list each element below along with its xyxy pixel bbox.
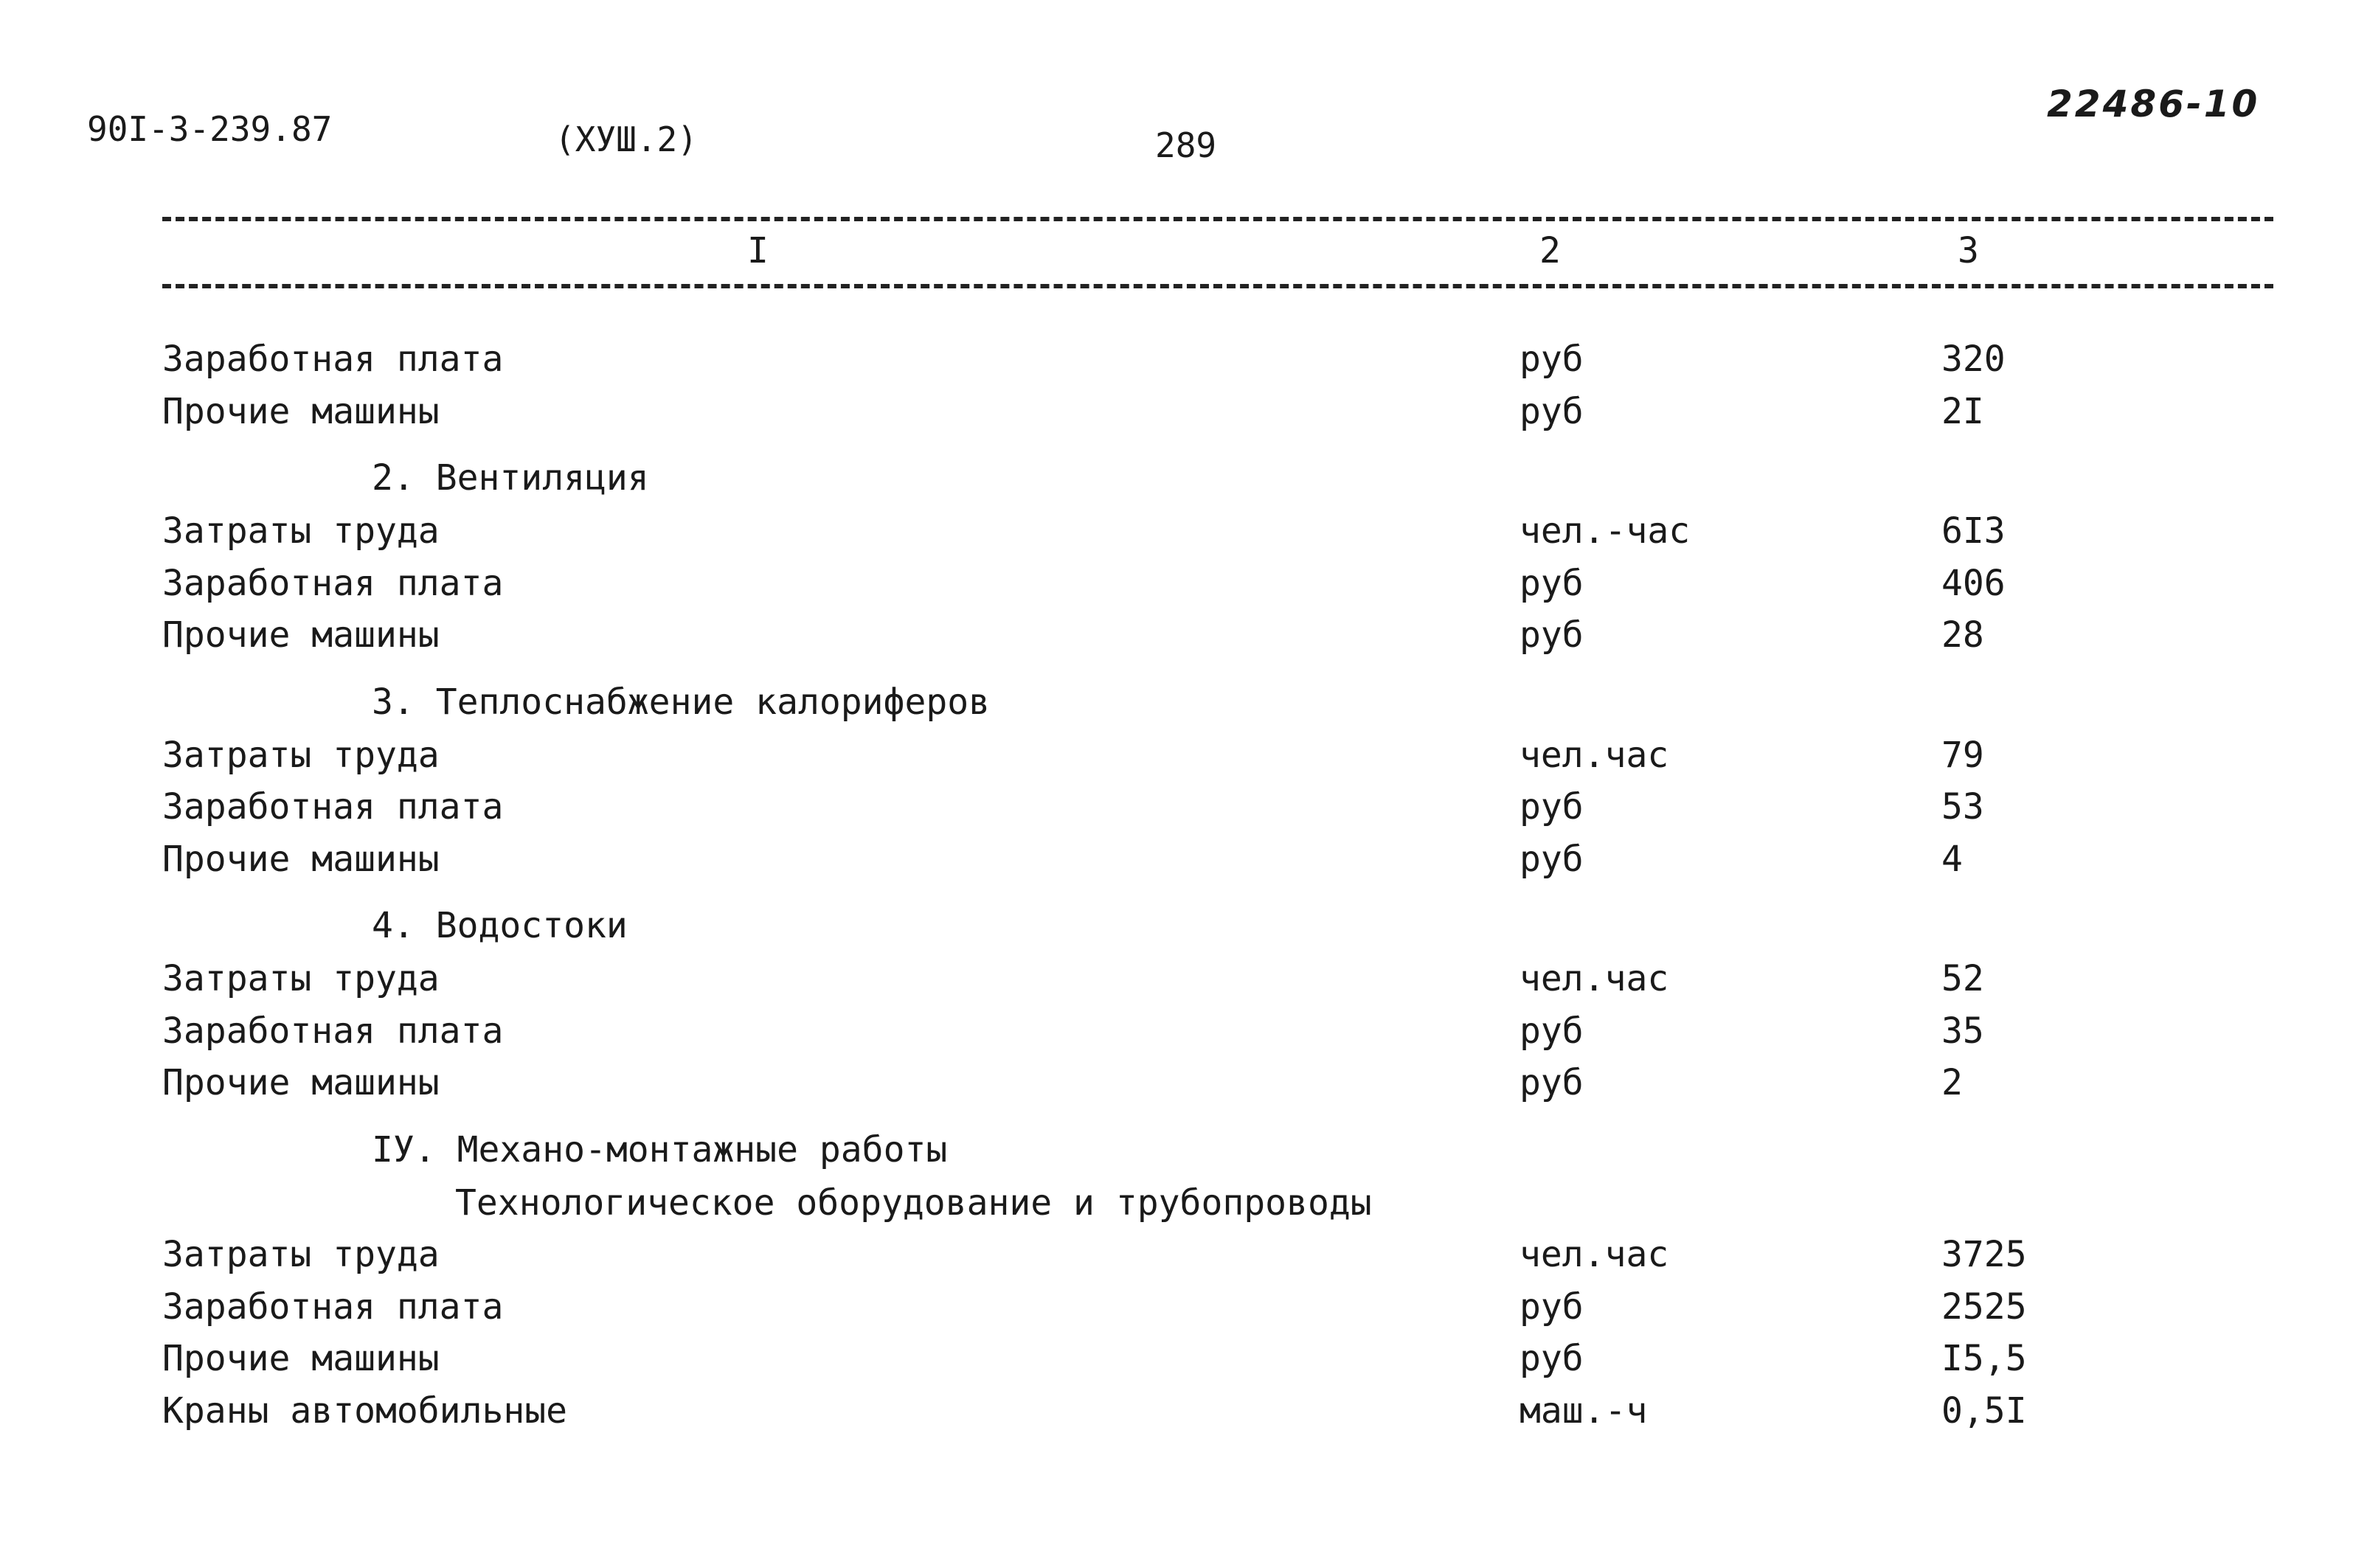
table-row xyxy=(0,833,2353,886)
row-value: 53 xyxy=(1941,786,1984,828)
row-name: Краны автомобильные xyxy=(162,1390,568,1432)
section-subheading xyxy=(0,1177,2353,1229)
table-row xyxy=(0,1333,2353,1385)
section-heading xyxy=(0,437,2353,505)
row-unit: руб xyxy=(1519,614,1584,656)
section-title: Технологическое оборудование и трубопроводы xyxy=(455,1182,1372,1224)
row-unit: руб xyxy=(1519,838,1584,880)
row-value: 406 xyxy=(1941,562,2006,604)
row-name: Прочие машины xyxy=(162,838,440,880)
row-unit: руб xyxy=(1519,1062,1584,1103)
document-section: (ХУШ.2) xyxy=(555,119,698,159)
row-name: Прочие машины xyxy=(162,390,440,432)
row-value: 320 xyxy=(1941,339,2006,380)
document-code: 90I-3-239.87 xyxy=(87,109,333,149)
column-header-3: 3 xyxy=(1958,230,1979,271)
row-value: 0,5I xyxy=(1941,1390,2027,1432)
table-header-bottom-rule xyxy=(162,284,2273,288)
inventory-number: 22486-10 xyxy=(2047,83,2260,125)
table-row xyxy=(0,729,2353,782)
row-name: Прочие машины xyxy=(162,1062,440,1103)
row-unit: руб xyxy=(1519,786,1584,828)
table-body xyxy=(0,333,2353,1437)
table-row xyxy=(0,386,2353,438)
row-value: I5,5 xyxy=(1941,1338,2027,1379)
row-name: Заработная плата xyxy=(162,1010,504,1052)
page-number: 289 xyxy=(1155,125,1217,165)
table-row xyxy=(0,609,2353,662)
table-row xyxy=(0,558,2353,610)
table-row xyxy=(0,1281,2353,1333)
table-row xyxy=(0,1385,2353,1437)
row-name: Прочие машины xyxy=(162,614,440,656)
section-heading xyxy=(0,1109,2353,1177)
section-title: IУ. Механо-монтажные работы xyxy=(372,1128,948,1170)
row-value: 6I3 xyxy=(1941,510,2006,552)
row-name: Затраты труда xyxy=(162,734,440,776)
row-unit: руб xyxy=(1519,1338,1584,1379)
row-value: 79 xyxy=(1941,734,1984,776)
table-row xyxy=(0,1057,2353,1109)
section-title: 2. Вентиляция xyxy=(372,457,649,499)
table-row xyxy=(0,953,2353,1005)
row-unit: руб xyxy=(1519,1286,1584,1328)
row-unit: чел.час xyxy=(1519,734,1669,776)
table-header-top-rule xyxy=(162,217,2273,221)
table-row xyxy=(0,505,2353,558)
row-value: 52 xyxy=(1941,958,1984,999)
table-row xyxy=(0,1229,2353,1281)
section-heading xyxy=(0,662,2353,729)
row-value: 4 xyxy=(1941,838,1963,880)
section-heading xyxy=(0,885,2353,953)
row-value: 2I xyxy=(1941,390,1984,432)
table-row xyxy=(0,333,2353,386)
table-row xyxy=(0,781,2353,833)
section-title: 3. Теплоснабжение калориферов xyxy=(372,681,991,723)
row-name: Заработная плата xyxy=(162,562,504,604)
table-row xyxy=(0,1005,2353,1058)
row-unit: руб xyxy=(1519,562,1584,604)
row-unit: чел.-час xyxy=(1519,510,1691,552)
column-header-2: 2 xyxy=(1539,230,1561,271)
row-unit: чел.час xyxy=(1519,1234,1669,1275)
row-value: 28 xyxy=(1941,614,1984,656)
row-name: Прочие машины xyxy=(162,1338,440,1379)
section-title: 4. Водостоки xyxy=(372,905,628,946)
row-unit: руб xyxy=(1519,1010,1584,1052)
row-unit: руб xyxy=(1519,339,1584,380)
row-value: 3725 xyxy=(1941,1234,2027,1275)
row-name: Заработная плата xyxy=(162,339,504,380)
row-name: Заработная плата xyxy=(162,1286,504,1328)
row-name: Затраты труда xyxy=(162,510,440,552)
column-header-1: I xyxy=(747,230,769,271)
row-value: 2525 xyxy=(1941,1286,2027,1328)
row-unit: чел.час xyxy=(1519,958,1669,999)
row-unit: маш.-ч xyxy=(1519,1390,1648,1432)
row-name: Затраты труда xyxy=(162,1234,440,1275)
row-value: 2 xyxy=(1941,1062,1963,1103)
row-name: Заработная плата xyxy=(162,786,504,828)
row-name: Затраты труда xyxy=(162,958,440,999)
row-unit: руб xyxy=(1519,390,1584,432)
row-value: 35 xyxy=(1941,1010,1984,1052)
